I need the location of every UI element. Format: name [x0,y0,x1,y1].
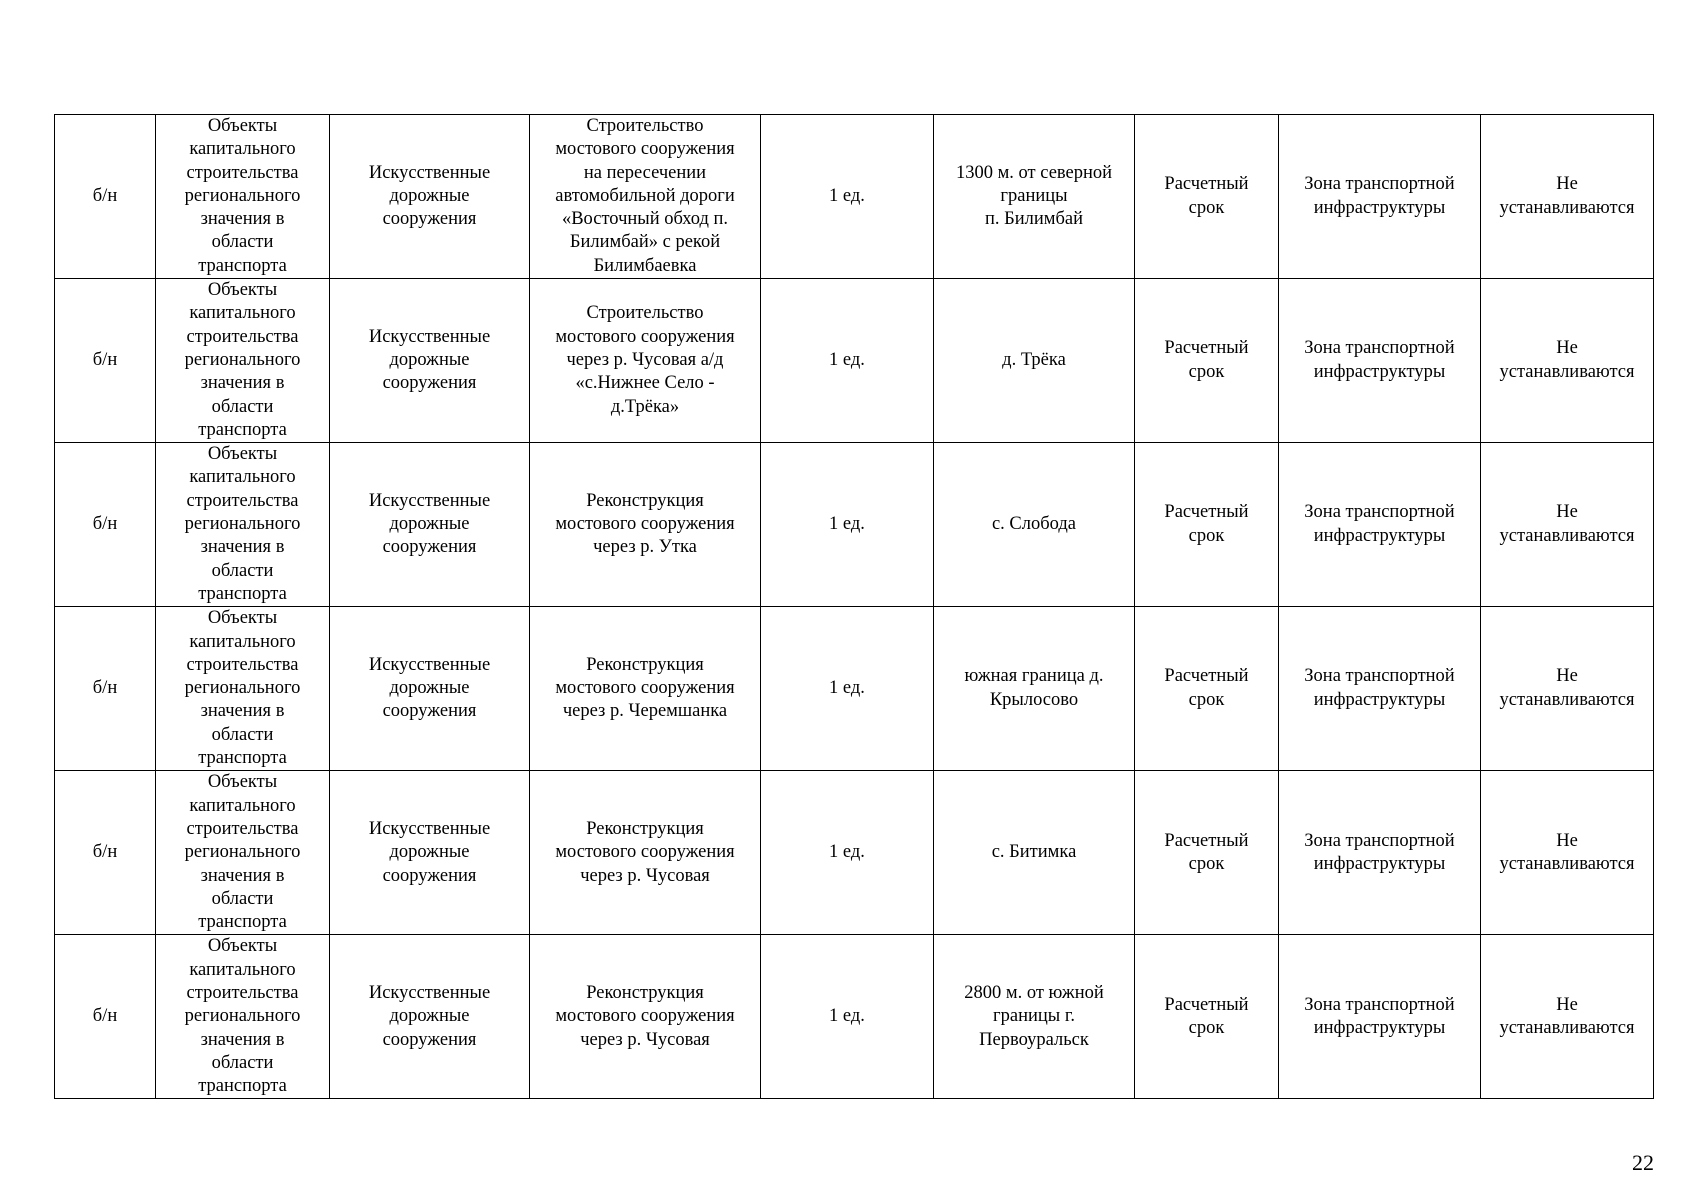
table-row [55,443,1654,607]
row-number-cell: б/н [55,443,156,607]
quantity-cell: 1 ед. [761,443,934,607]
restrictions-cell: Не устанавливаются [1481,607,1654,771]
implementation-term-cell: Расчетный срок [1135,279,1279,443]
object-name-cell: Реконструкция мостового сооружения через р. Утка [530,443,761,607]
zone-cell: Зона транспортной инфраструктуры [1279,115,1481,279]
row-number-cell: б/н [55,607,156,771]
row-number-cell: б/н [55,115,156,279]
implementation-term-cell: Расчетный срок [1135,935,1279,1099]
object-type-cell: Искусственные дорожные сооружения [330,115,530,279]
object-type-cell: Искусственные дорожные сооружения [330,443,530,607]
location-cell: с. Битимка [934,771,1135,935]
table-row [55,771,1654,935]
object-category-cell: Объекты капитального строительства регионального значения в области транспорта [156,443,330,607]
page-number: 22 [1632,1150,1654,1175]
zone-cell: Зона транспортной инфраструктуры [1279,607,1481,771]
zone-cell: Зона транспортной инфраструктуры [1279,935,1481,1099]
location-cell: 2800 м. от южной границы г. Первоуральск [934,935,1135,1099]
object-name-cell: Реконструкция мостового сооружения через р. Черемшанка [530,607,761,771]
implementation-term-cell: Расчетный срок [1135,443,1279,607]
table-row [55,115,1654,279]
object-name-cell: Реконструкция мостового сооружения через р. Чусовая [530,771,761,935]
object-type-cell: Искусственные дорожные сооружения [330,279,530,443]
objects-table [54,114,1654,1099]
quantity-cell: 1 ед. [761,935,934,1099]
object-category-cell: Объекты капитального строительства регионального значения в области транспорта [156,935,330,1099]
location-cell: с. Слобода [934,443,1135,607]
restrictions-cell: Не устанавливаются [1481,279,1654,443]
zone-cell: Зона транспортной инфраструктуры [1279,443,1481,607]
restrictions-cell: Не устанавливаются [1481,935,1654,1099]
zone-cell: Зона транспортной инфраструктуры [1279,279,1481,443]
table-row [55,935,1654,1099]
object-type-cell: Искусственные дорожные сооружения [330,607,530,771]
object-category-cell: Объекты капитального строительства регионального значения в области транспорта [156,279,330,443]
object-type-cell: Искусственные дорожные сооружения [330,771,530,935]
object-category-cell: Объекты капитального строительства регионального значения в области транспорта [156,607,330,771]
table-body [55,115,1654,1099]
quantity-cell: 1 ед. [761,607,934,771]
object-category-cell: Объекты капитального строительства регионального значения в области транспорта [156,771,330,935]
object-category-cell: Объекты капитального строительства регионального значения в области транспорта [156,115,330,279]
location-cell: южная граница д. Крылосово [934,607,1135,771]
object-name-cell: Строительство мостового сооружения через р. Чусовая а/д «с.Нижнее Село - д.Трёка» [530,279,761,443]
object-name-cell: Строительство мостового сооружения на пересечении автомобильной дороги «Восточный обход п. Билимбай» с рекой Билимбаевка [530,115,761,279]
quantity-cell: 1 ед. [761,771,934,935]
zone-cell: Зона транспортной инфраструктуры [1279,771,1481,935]
implementation-term-cell: Расчетный срок [1135,771,1279,935]
row-number-cell: б/н [55,935,156,1099]
restrictions-cell: Не устанавливаются [1481,771,1654,935]
implementation-term-cell: Расчетный срок [1135,607,1279,771]
location-cell: д. Трёка [934,279,1135,443]
quantity-cell: 1 ед. [761,279,934,443]
restrictions-cell: Не устанавливаются [1481,115,1654,279]
object-name-cell: Реконструкция мостового сооружения через р. Чусовая [530,935,761,1099]
table-row [55,279,1654,443]
quantity-cell: 1 ед. [761,115,934,279]
implementation-term-cell: Расчетный срок [1135,115,1279,279]
object-type-cell: Искусственные дорожные сооружения [330,935,530,1099]
restrictions-cell: Не устанавливаются [1481,443,1654,607]
row-number-cell: б/н [55,771,156,935]
row-number-cell: б/н [55,279,156,443]
table-row [55,607,1654,771]
location-cell: 1300 м. от северной границы п. Билимбай [934,115,1135,279]
